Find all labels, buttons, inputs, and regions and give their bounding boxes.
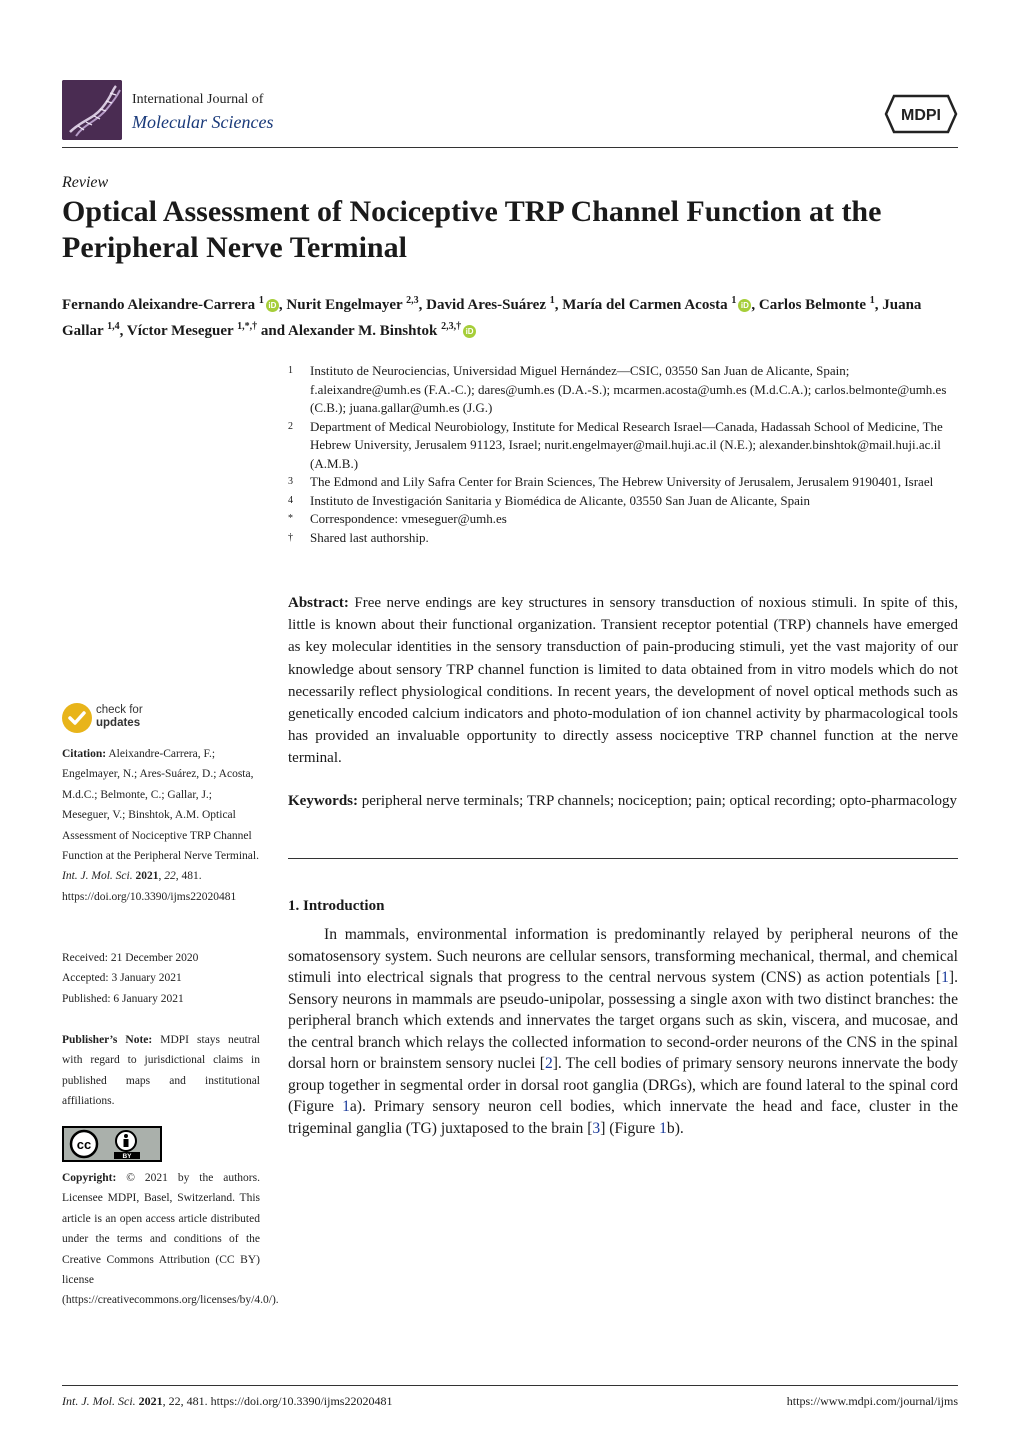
keywords-label: Keywords: <box>288 793 358 809</box>
author-separator: , <box>278 297 287 313</box>
author-affiliation-mark: 1 <box>731 295 737 306</box>
affiliation-text: Department of Medical Neurobiology, Institute for Medical Research Israel—Canada, Hadassah School of Medicine, The Hebrew University, Jerusalem 91123, Israel; nurit.engelmayer@mail.huji.ac.il (N.E.); alexander.binshtok@mail.huji.ac.il (A.M.B.) <box>310 418 943 471</box>
author-name: Nurit Engelmayer <box>286 297 403 313</box>
affiliation-item <box>288 510 958 529</box>
author-name: Alexander M. Binshtok <box>287 323 438 339</box>
footer-doi[interactable]: , 22, 481. https://doi.org/10.3390/ijms22020481 <box>162 1394 393 1408</box>
section-heading: 1. Introduction <box>288 898 385 914</box>
author-affiliation-mark: 1 <box>869 295 875 306</box>
journal-name-line1: International Journal of <box>132 92 264 107</box>
copyright <box>62 1168 279 1311</box>
publisher-note-label: Publisher’s Note: <box>62 1034 153 1046</box>
citation-label: Citation: <box>62 748 107 760</box>
abstract-label: Abstract: <box>288 595 349 611</box>
header-divider <box>62 147 958 148</box>
affiliation-text: Shared last authorship. <box>310 529 429 545</box>
author-list <box>62 290 958 342</box>
mdpi-logo[interactable] <box>884 94 958 134</box>
ref-link[interactable]: 3 <box>592 1119 601 1137</box>
author[interactable] <box>426 297 555 313</box>
affiliation-item <box>288 492 958 511</box>
affiliation-text: Instituto de Neurociencias, Universidad Miguel Hernández—CSIC, 03550 San Juan de Alicante, Spain; f.aleixandre@umh.es (F.A.-C.); dares@umh.es (D.A.-S.); mcarmen.acosta@umh.es (M.d.C.A.); carlos.belmonte@umh.es (C.B.); juana.gallar@umh.es (J.G.) <box>310 363 947 415</box>
svg-text:cc: cc <box>76 1137 92 1152</box>
author-affiliation-mark: 2,3 <box>406 295 419 306</box>
author[interactable] <box>62 297 279 313</box>
affiliations <box>288 362 958 547</box>
citation-volume: 22 <box>164 870 176 883</box>
intro-text: a). Primary sensory neuron cell bodies, which innervate the head and face, cluster in the trigeminal ganglia (TG) juxtaposed to the brain [ <box>288 1098 958 1137</box>
accepted-date: Accepted: 3 January 2021 <box>62 972 182 985</box>
footer-year: 2021 <box>138 1394 163 1408</box>
affiliation-mark: 2 <box>288 420 293 432</box>
orcid-icon[interactable]: iD <box>266 299 279 312</box>
affiliation-item <box>288 529 958 548</box>
check-line2: updates <box>96 717 141 729</box>
author-separator: , <box>751 297 759 313</box>
author[interactable] <box>127 323 257 339</box>
keywords-text: peripheral nerve terminals; TRP channels; nociception; pain; optical recording; opto-pharmacology <box>361 793 957 809</box>
abstract-text: Free nerve endings are key structures in sensory transduction of noxious stimuli. In spite of this, little is known about their functional organization. Transient receptor potential (TRP) channels have emerged as key molecular identities in the sensory transduction of pain-producing stimuli, yet the vast majority of our knowledge about sensory TRP channel function is limited to data obtained from in vitro models which do not necessarily reflect physiological conditions. In recent years, the development of novel optical methods such as genetically encoded calcium indicators and photo-modulation of ion channel activity by pharmacological tools has provided an invaluable opportunity to directly assess nociceptive TRP channel function at the nerve terminal. <box>288 595 958 767</box>
copyright-text: © 2021 by the authors. Licensee MDPI, Basel, Switzerland. This article is an open access article distributed under the terms and conditions of the Creative Commons Attribution (CC BY) license (https://creativecommons.org/licenses/by/4.0/). <box>62 1172 279 1307</box>
affiliation-item <box>288 473 958 492</box>
ref-link[interactable]: 2 <box>544 1055 553 1072</box>
citation-year: 2021 <box>135 870 159 883</box>
intro-text: ]. Sensory neurons in mammals are pseudo-unipolar, possessing a single axon with two distinct branches: the peripheral branch which extends and innervates the target organs such as skin, viscera, and mucosae, and the central branch which relays the collected information to second-order neurons of the CNS in the spinal dorsal horn or brainstem sensory nuclei [ <box>288 969 958 1072</box>
abstract <box>288 592 958 770</box>
affiliation-mark: 1 <box>288 365 293 376</box>
author-name: Carlos Belmonte <box>758 297 866 313</box>
citation-text: Aleixandre-Carrera, F.; Engelmayer, N.; Ares-Suárez, D.; Acosta, M.d.C.; Belmonte, C.; Gallar, J.; Meseguer, V.; Binshtok, A.M. Optical Assessment of Nociceptive TRP Channel Function at the Peripheral Nerve Terminal. <box>62 748 259 863</box>
author-name: Juana Gallar <box>62 297 922 339</box>
footer-citation <box>62 1394 392 1409</box>
check-for-updates-icon[interactable] <box>62 703 92 733</box>
published-date: Published: 6 January 2021 <box>62 992 184 1005</box>
received-date: Received: 21 December 2020 <box>62 952 199 964</box>
publisher-note-text: MDPI stays neutral with regard to jurisdictional claims in published maps and institutional affiliations. <box>62 1034 260 1108</box>
journal-name-line2: Molecular Sciences <box>132 112 274 132</box>
author-name: David Ares-Suárez <box>426 297 547 313</box>
author-name: Víctor Meseguer <box>126 323 234 339</box>
check-line1: check for <box>96 704 143 716</box>
citation-doi[interactable]: , 481. https://doi.org/10.3390/ijms22020481 <box>62 870 237 903</box>
article-dates <box>62 948 260 1009</box>
author-separator: , <box>119 323 127 339</box>
author-separator: , <box>418 297 427 313</box>
author-separator: and <box>257 323 288 339</box>
intro-text: ]. The cell bodies of primary sensory neurons innervate the body group together in segmental order in dorsal root ganglia (DRGs), which are found lateral to the spinal cord (Figure <box>288 1055 958 1115</box>
section-divider <box>288 858 958 859</box>
author[interactable] <box>288 323 476 339</box>
author-name: María del Carmen Acosta <box>562 297 728 313</box>
author-separator: , <box>554 297 563 313</box>
ref-link[interactable]: 1 <box>941 969 949 986</box>
intro-paragraph <box>288 924 958 1139</box>
cc-by-text: BY <box>122 1153 132 1160</box>
author[interactable] <box>562 297 751 313</box>
check-for-updates-label[interactable] <box>96 704 143 730</box>
journal-logo <box>62 80 122 140</box>
publisher-note <box>62 1030 260 1112</box>
cc-by-license-icon[interactable] <box>62 1126 162 1162</box>
orcid-icon[interactable]: iD <box>738 299 751 312</box>
affiliation-mark: * <box>288 513 293 524</box>
author-affiliation-mark: 1 <box>258 295 264 306</box>
affiliation-item <box>288 362 958 418</box>
affiliation-mark: 4 <box>288 494 293 506</box>
citation-journal: Int. J. Mol. Sci. <box>62 870 133 883</box>
copyright-label: Copyright: <box>62 1172 117 1184</box>
author-affiliation-mark: 1,4 <box>107 321 120 332</box>
affiliation-mark: 3 <box>288 476 293 487</box>
affiliation-item <box>288 418 958 474</box>
intro-text: b). <box>666 1119 684 1137</box>
figure-link[interactable]: 1 <box>659 1119 667 1137</box>
intro-text: ] (Figure <box>600 1119 660 1137</box>
citation: Citation: Aleixandre-Carrera, F.; Engelmayer, N.; Ares-Suárez, D.; Acosta, M.d.C.; Belmonte, C.; Gallar, J.; Meseguer, V.; Binshtok, A.M. Optical Assessment of Nociceptive TRP Channel Function at the Peripheral Nerve Terminal. Int. J. Mol. Sci. 2021, 22, 481. https://doi.org/10.3390/ijms22020481 <box>62 748 259 903</box>
footer-journal-url[interactable]: https://www.mdpi.com/journal/ijms <box>786 1394 958 1408</box>
affiliation-text: Correspondence: vmeseguer@umh.es <box>310 511 507 526</box>
author-name: Fernando Aleixandre-Carrera <box>62 297 256 313</box>
orcid-icon[interactable]: iD <box>463 325 476 338</box>
article-title: Optical Assessment of Nociceptive TRP Channel Function at the Peripheral Nerve Terminal <box>62 195 882 264</box>
author-affiliation-mark: 2,3,† <box>441 321 462 332</box>
intro-text: In mammals, environmental information is predominantly relayed by peripheral neurons of the somatosensory system. Such neurons are cellular sensors, transforming mechanical, thermal, and chemical stimuli into electrical signals that progress to the central nervous system (CNS) as action potentials [ <box>288 926 958 986</box>
footer-divider <box>62 1385 958 1386</box>
author-affiliation-mark: 1,*,† <box>237 321 258 332</box>
footer-journal: Int. J. Mol. Sci. <box>62 1394 136 1408</box>
article-type: Review <box>62 174 109 191</box>
author-separator: , <box>874 297 883 313</box>
author-affiliation-mark: 1 <box>549 295 555 306</box>
mdpi-logo-text: MDPI <box>901 107 941 124</box>
affiliation-text: The Edmond and Lily Safra Center for Brain Sciences, The Hebrew University of Jerusalem, Jerusalem 9190401, Israel <box>310 474 934 489</box>
author[interactable] <box>759 297 875 313</box>
affiliation-mark: † <box>288 531 293 543</box>
author[interactable] <box>286 297 418 313</box>
keywords <box>288 790 958 813</box>
affiliation-text: Instituto de Investigación Sanitaria y Biomédica de Alicante, 03550 San Juan de Alicante, Spain <box>310 492 811 508</box>
figure-link[interactable]: 1 <box>342 1098 350 1115</box>
